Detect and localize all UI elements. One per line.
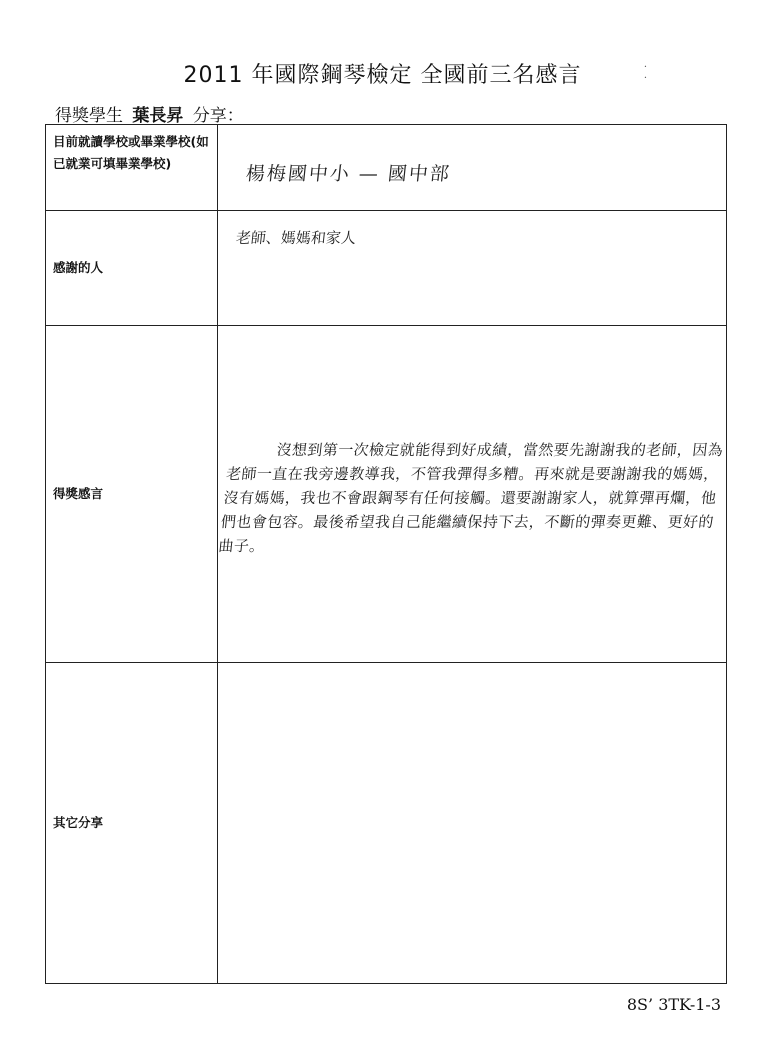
speech-cell	[218, 326, 727, 663]
school-value: 楊梅國中小 — 國中部	[244, 163, 453, 185]
row-school	[46, 125, 727, 211]
testimonial-form-table	[45, 124, 727, 984]
school-label: 目前就讀學校或畢業學校(如已就業可填畢業學校)	[46, 125, 218, 211]
document-code: 8S’ 3TK-1-3	[626, 995, 721, 1014]
speech-label: 得獎感言	[46, 326, 218, 663]
award-student-label: 得獎學生	[55, 106, 123, 126]
student-name: 葉長昇	[132, 106, 184, 126]
other-cell	[218, 663, 727, 984]
row-other	[46, 663, 727, 984]
speech-value: 沒想到第一次檢定就能得到好成績，當然要先謝謝我的老師，因為老師一直在我旁邊教導我，不管我彈得多糟。再來就是要謝謝我的媽媽，沒有媽媽，我也不會跟鋼琴有任何接觸。還要謝謝家人，就算彈再爛，他們也會包容。最後希望我自己能繼續保持下去，不斷的彈奏更難、更好的曲子。	[217, 441, 725, 555]
form-title: 2011 年國際鋼琴檢定 全國前三名感言	[183, 63, 582, 88]
scan-specks: · ·	[643, 62, 647, 84]
thanks-cell	[218, 211, 727, 326]
thanks-label: 感謝的人	[46, 211, 218, 326]
row-speech	[46, 326, 727, 663]
school-cell	[218, 125, 727, 211]
share-label: 分享：	[192, 106, 244, 126]
thanks-value: 老師、媽媽和家人	[235, 229, 357, 247]
student-line	[55, 101, 244, 126]
row-thanks	[46, 211, 727, 326]
other-label: 其它分享	[46, 663, 218, 984]
